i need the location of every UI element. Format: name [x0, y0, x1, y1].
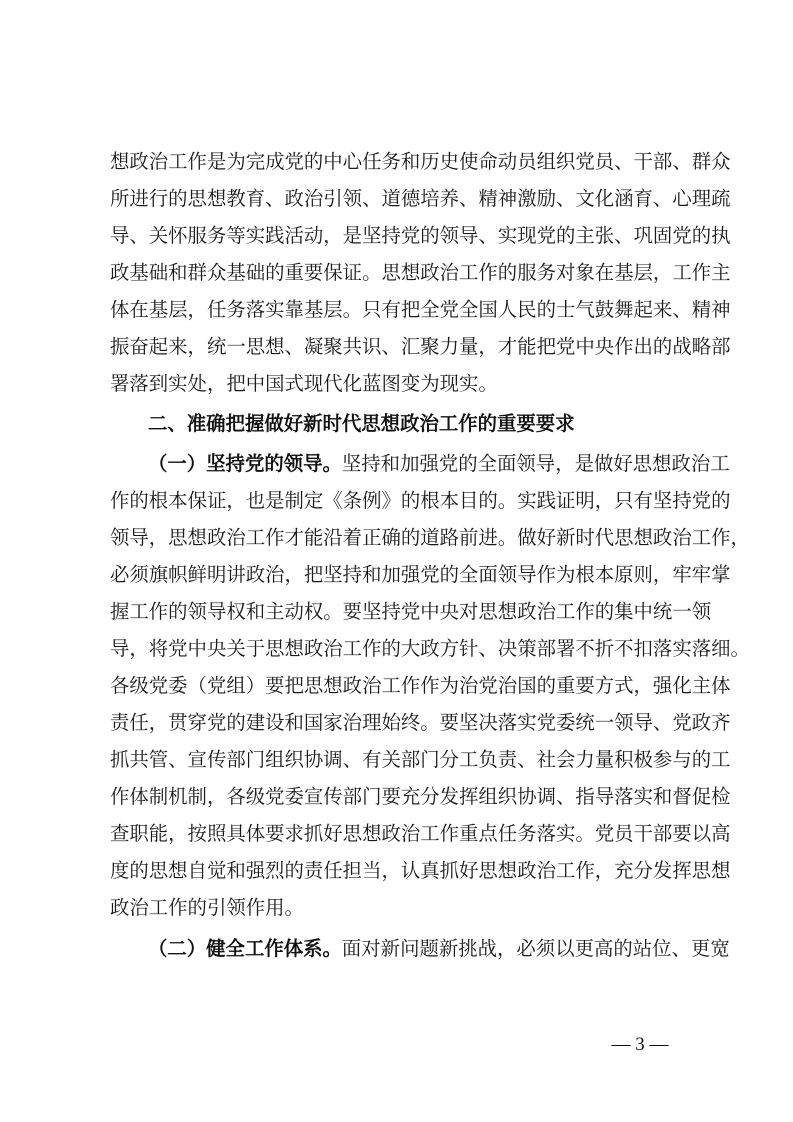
intro-line-6: 振奋起来，统一思想、凝聚共识、汇聚力量，才能把党中央作出的战略部	[110, 335, 731, 358]
subsection-1-line-5: 握工作的领导权和主动权。要坚持党中央对思想政治工作的集中统一领	[110, 600, 712, 623]
subsection-1-line-9: 抓共管、宣传部门组织协调、有关部门分工负责、社会力量积极参与的工	[110, 748, 731, 771]
subsection-1-line-12: 度的思想自觉和强烈的责任担当，认真抓好思想政治工作，充分发挥思想	[110, 859, 731, 882]
subsection-1-lead: （一）坚持党的领导。	[148, 452, 342, 475]
subsection-1-first-line	[148, 447, 730, 481]
intro-line-2: 所进行的思想教育、政治引领、道德培养、精神激励、文化涵育、心理疏	[110, 187, 731, 210]
subsection-1-line-13: 政治工作的引领作用。	[110, 896, 304, 919]
page-number: — 3 —	[611, 1034, 669, 1055]
subsection-2-lead: （二）健全工作体系。	[148, 937, 342, 960]
subsection-1-line-3: 领导，思想政治工作才能沿着正确的道路前进。做好新时代思想政治工作，	[110, 526, 750, 549]
subsection-1-line-8: 责任，贯穿党的建设和国家治理始终。要坚决落实党委统一领导、党政齐	[110, 711, 731, 734]
intro-line-4: 政基础和群众基础的重要保证。思想政治工作的服务对象在基层，工作主	[110, 261, 731, 284]
subsection-2-first-line	[148, 932, 730, 966]
section-heading: 二、准确把握做好新时代思想政治工作的重要要求	[148, 412, 575, 435]
subsection-1-first-text: 坚持和加强党的全面领导，是做好思想政治工	[341, 452, 730, 475]
subsection-1-line-10: 作体制机制，各级党委宣传部门要充分发挥组织协调、指导落实和督促检	[110, 785, 731, 808]
intro-line-5: 体在基层，任务落实靠基层。只有把全党全国人民的士气鼓舞起来、精神	[110, 298, 731, 321]
intro-line-3: 导、关怀服务等实践活动，是坚持党的领导、实现党的主张、巩固党的执	[110, 224, 731, 247]
intro-line-7: 署落到实处，把中国式现代化蓝图变为现实。	[110, 372, 498, 395]
subsection-1-line-7: 各级党委（党组）要把思想政治工作作为治党治国的重要方式，强化主体	[110, 674, 731, 697]
subsection-2-first-text: 面对新问题新挑战，必须以更高的站位、更宽	[341, 937, 730, 960]
subsection-1-line-2: 作的根本保证，也是制定《条例》的根本目的。实践证明，只有坚持党的	[110, 489, 731, 512]
intro-line-1: 想政治工作是为完成党的中心任务和历史使命动员组织党员、干部、群众	[110, 150, 731, 173]
subsection-1-line-11: 查职能，按照具体要求抓好思想政治工作重点任务落实。党员干部要以高	[110, 822, 731, 845]
subsection-1-line-6: 导，将党中央关于思想政治工作的大政方针、决策部署不折不扣落实落细。	[110, 637, 750, 660]
subsection-1-line-4: 必须旗帜鲜明讲政治，把坚持和加强党的全面领导作为根本原则，牢牢掌	[110, 563, 731, 586]
